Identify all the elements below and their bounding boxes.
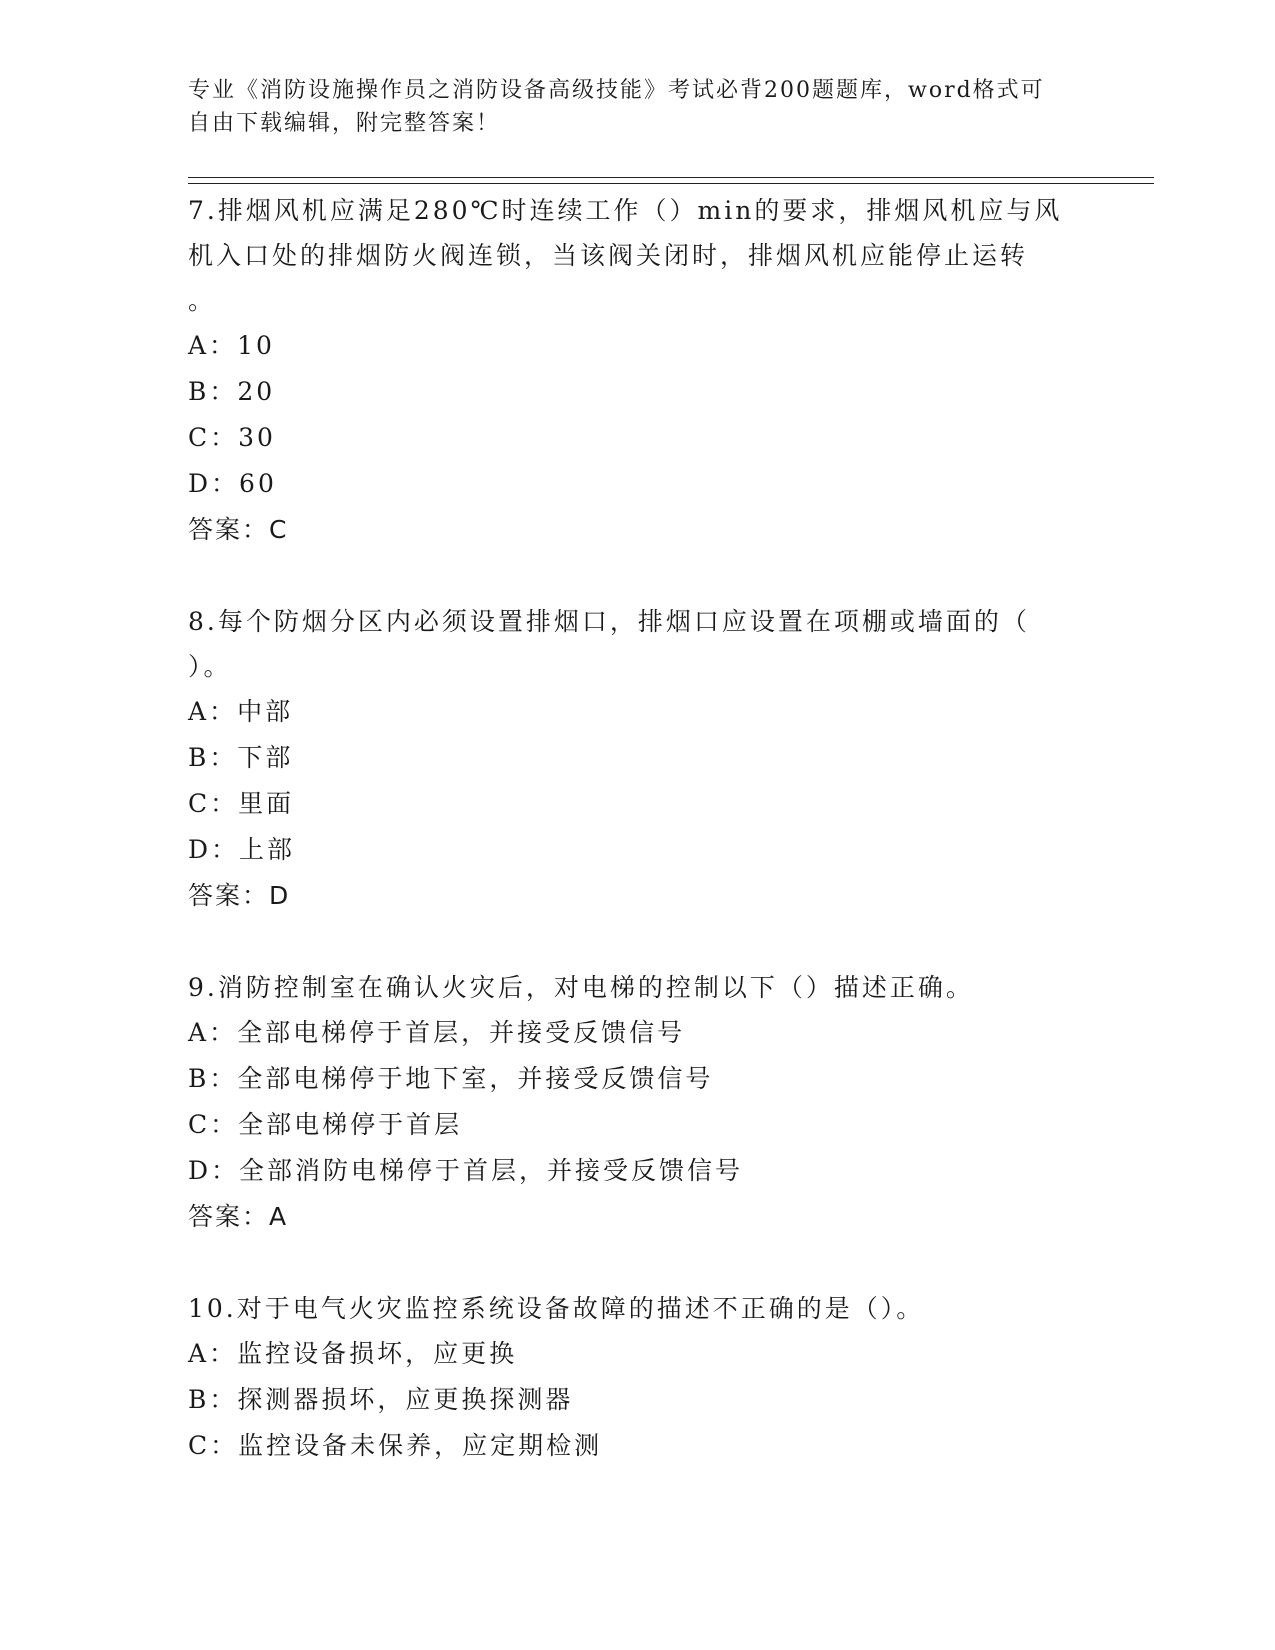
option-row	[188, 1010, 1088, 1056]
document-header	[188, 74, 1088, 140]
option-letter: A：	[188, 697, 238, 726]
option-text: 全部消防电梯停于首层，并接受反馈信号	[239, 1156, 744, 1185]
option-letter: A：	[188, 331, 238, 360]
option-letter: D：	[188, 469, 240, 498]
option-text: 全部电梯停于首层，并接受反馈信号	[237, 1018, 686, 1047]
option-text: 30	[238, 423, 276, 452]
option-text: 监控设备未保养，应定期检测	[238, 1431, 603, 1460]
question-list	[188, 188, 1088, 1515]
option-row	[188, 1056, 1088, 1102]
option-letter: A：	[188, 1018, 238, 1047]
header-line-1: 专业《消防设施操作员之消防设备高级技能》考试必背200题题库，word格式可	[188, 78, 1045, 103]
option-text: 全部电梯停于首层	[238, 1110, 463, 1139]
answer-line: 答案：C	[188, 515, 289, 544]
question-text-line: 7.排烟风机应满足280℃时连续工作（）min的要求，排烟风机应与风	[188, 196, 1063, 225]
option-text: 上部	[239, 835, 296, 864]
option-row	[188, 323, 1088, 369]
option-text: 下部	[237, 743, 294, 772]
option-row	[188, 369, 1088, 415]
option-row	[188, 461, 1088, 507]
question-text-line: 9.消防控制室在确认火灾后，对电梯的控制以下（）描述正确。	[188, 973, 974, 1002]
option-row	[188, 415, 1088, 461]
question-text-line: 机入口处的排烟防火阀连锁，当该阀关闭时，排烟风机应能停止运转	[188, 241, 1029, 270]
option-row	[188, 1331, 1088, 1377]
option-row	[188, 689, 1088, 735]
question-block	[188, 965, 1088, 1240]
option-letter: D：	[188, 835, 240, 864]
option-text: 里面	[238, 789, 295, 818]
option-row	[188, 1102, 1088, 1148]
option-row	[188, 735, 1088, 781]
option-row	[188, 1423, 1088, 1469]
option-letter: D：	[188, 1156, 240, 1185]
option-text: 中部	[237, 697, 294, 726]
option-row	[188, 827, 1088, 873]
header-line-2: 自由下载编辑，附完整答案！	[188, 111, 501, 136]
option-letter: B：	[188, 1385, 238, 1414]
question-text-line: ）。	[188, 652, 232, 681]
option-text: 20	[237, 377, 276, 406]
answer-line: 答案：A	[188, 1202, 289, 1231]
question-block	[188, 599, 1088, 919]
option-text: 全部电梯停于地下室，并接受反馈信号	[237, 1064, 714, 1093]
option-row	[188, 1148, 1088, 1194]
answer-line: 答案：D	[188, 881, 291, 910]
option-letter: B：	[188, 377, 238, 406]
option-letter: C：	[188, 1110, 239, 1139]
option-letter: B：	[188, 1064, 238, 1093]
question-block	[188, 188, 1088, 553]
option-text: 10	[237, 331, 275, 360]
option-letter: A：	[188, 1339, 238, 1368]
option-text: 监控设备损坏，应更换	[237, 1339, 518, 1368]
option-row	[188, 781, 1088, 827]
question-text-line: 8.每个防烟分区内必须设置排烟口，排烟口应设置在项棚或墙面的（	[188, 607, 1030, 636]
option-letter: C：	[188, 423, 239, 452]
option-letter: C：	[188, 789, 239, 818]
option-letter: C：	[188, 1431, 239, 1460]
header-divider	[188, 177, 1154, 184]
question-block	[188, 1286, 1088, 1469]
question-text-line: 10.对于电气火灾监控系统设备故障的描述不正确的是（）。	[188, 1294, 925, 1323]
option-row	[188, 1377, 1088, 1423]
question-text-line: 。	[188, 286, 217, 315]
option-letter: B：	[188, 743, 238, 772]
option-text: 探测器损坏，应更换探测器	[237, 1385, 574, 1414]
option-text: 60	[239, 469, 277, 498]
